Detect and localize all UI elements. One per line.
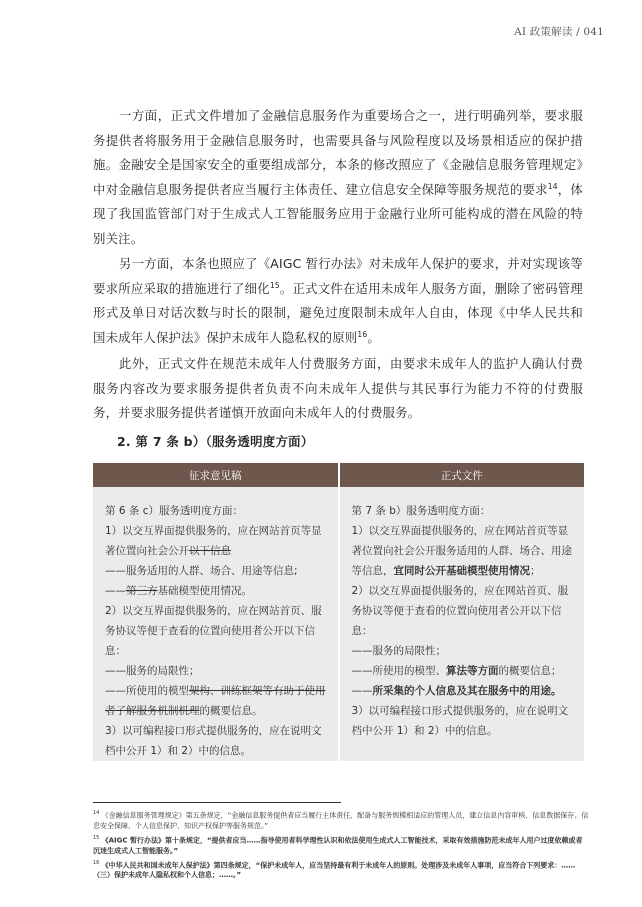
footnotes bbox=[93, 808, 589, 882]
running-header: AI 政策解读 / 041 bbox=[514, 26, 604, 38]
table-body bbox=[93, 487, 584, 761]
footnote-15 bbox=[93, 833, 589, 856]
cell-text: ——服务适用的人群、场合、用途等信息 bbox=[105, 565, 294, 577]
table-cell-line bbox=[105, 601, 328, 661]
cell-text: —— bbox=[351, 685, 373, 697]
table-cell-line bbox=[352, 581, 575, 641]
paragraph-text: 。 bbox=[367, 329, 380, 345]
footnote-number: 15 bbox=[93, 834, 100, 841]
deleted-text: 以下信息 bbox=[189, 545, 231, 557]
table-cell-line bbox=[352, 681, 575, 701]
deleted-text: 第三方 bbox=[126, 585, 158, 597]
cell-text: 2）以交互界面提供服务的，应在网站首页、服务协议等便于查看的位置向使用者公开以下信息： bbox=[351, 585, 569, 637]
footnote-number: 14 bbox=[93, 810, 100, 816]
cell-text: ——所使用的模型、 bbox=[351, 665, 446, 677]
table-cell-line bbox=[352, 661, 575, 681]
cell-text: 第 7 条 b）服务透明度方面： bbox=[351, 505, 491, 517]
added-text: 算法等方面 bbox=[446, 665, 499, 677]
header-final: 正式文件 bbox=[338, 463, 585, 487]
paragraph-text: 。正式文件在适用未成年人服务方面，删除了密码管理形式及单日对话次数与时长的限制，避免过度限制未成年人自由，体现《中华人民共和国未成年人保护法》保护未成年人隐私权的原则 bbox=[93, 280, 583, 345]
table-cell-line bbox=[105, 581, 328, 601]
paragraph-1 bbox=[93, 104, 583, 251]
section-heading: 2. 第 7 条 b）（服务透明度方面） bbox=[117, 434, 314, 449]
table-cell-line bbox=[352, 641, 575, 661]
footnote-text: 第十条规定，“提供者应当……指导使用者科学理性认识和依法使用生成式人工智能技术，采取有效措施防范未成年人用户过度依赖或者沉迷生成式人工智能服务。” bbox=[93, 836, 583, 855]
table-cell-line bbox=[352, 701, 575, 741]
footnote-text: 《金融信息服务管理规定》第五条规定，“金融信息服务提供者应当履行主体责任，配备与服务规模相适应的管理人员，建立信息内容审核、信息数据保存、信息安全保障、个人信息保护、知识产权保护等服务规范。” bbox=[93, 811, 589, 830]
added-text: 所采集的个人信息及其在服务中的用途。 bbox=[372, 685, 562, 697]
cell-text: 第 6 条 c）服务透明度方面： bbox=[105, 505, 243, 517]
paragraph-3 bbox=[93, 352, 583, 426]
footnote-label: 《中华人民共和国未成年人保护法》 bbox=[101, 860, 214, 869]
footnote-ref: 15 bbox=[269, 280, 280, 290]
header-draft: 征求意见稿 bbox=[93, 463, 338, 487]
footnote-divider bbox=[93, 802, 341, 803]
cell-text: ——所使用的模型 bbox=[105, 685, 189, 697]
table-cell-line bbox=[352, 521, 575, 581]
paragraph-2 bbox=[93, 252, 583, 350]
footnote-ref: 14 bbox=[547, 181, 558, 191]
paragraph-text: 另一方面，本条也照应了《AIGC 暂行办法》对未成年人保护的要求，并对实现该等要求所应采取的措施进行了细化 bbox=[93, 256, 583, 296]
cell-text: 基础模型使用情况。 bbox=[157, 585, 252, 597]
cell-text: 3）以可编程接口形式提供服务的，应在说明文档中公开 1）和 2）中的信息。 bbox=[351, 705, 569, 737]
footnote-label: 《AIGC 暂行办法》 bbox=[101, 836, 165, 845]
footnote-14 bbox=[93, 808, 589, 831]
cell-text: 1）以交互界面提供服务的，应在网站首页等显著位置向社会公开 bbox=[105, 525, 322, 557]
table-cell-line bbox=[105, 721, 328, 761]
cell-text: —— bbox=[105, 585, 126, 597]
table-cell-line bbox=[105, 521, 328, 561]
footnote-16 bbox=[93, 858, 589, 881]
cell-text: ; bbox=[294, 565, 298, 577]
footnote-ref: 16 bbox=[357, 329, 368, 339]
cell-text: 的概要信息。 bbox=[199, 705, 263, 717]
paragraph-text: 此外，正式文件在规范未成年人付费服务方面，由要求未成年人的监护人确认付费服务内容改为要求服务提供者负责不向未成年人提供与其民事行为能力不符的付费服务，并要求服务提供者谨慎开放面向未成年人的付费服务。 bbox=[93, 356, 583, 420]
table-cell-line bbox=[105, 681, 328, 721]
footnote-number: 16 bbox=[93, 859, 100, 866]
deleted-text: 架构、训练框架等有助于使用者了解服务机制机理 bbox=[105, 685, 326, 717]
cell-text: 2）以交互界面提供服务的，应在网站首页、服务协议等便于查看的位置向使用者公开以下信息： bbox=[105, 605, 322, 657]
draft-column bbox=[93, 487, 338, 761]
table-cell-line bbox=[352, 501, 575, 521]
cell-text: ； bbox=[530, 565, 541, 577]
table-cell-line bbox=[105, 661, 328, 681]
comparison-table bbox=[93, 463, 584, 761]
cell-text: 3）以可编程接口形式提供服务的，应在说明文档中公开 1）和 2）中的信息。 bbox=[105, 725, 322, 757]
paragraph-text: ，体现了我国监管部门对于生成式人工智能服务应用于金融行业所可能构成的潜在风险的特别关注。 bbox=[93, 181, 583, 246]
cell-text: ——服务的局限性； bbox=[105, 665, 200, 677]
cell-text: ——服务的局限性； bbox=[351, 645, 446, 657]
added-text: 宜同时公开基础模型使用情况 bbox=[393, 565, 530, 577]
paragraph-text: 一方面，正式文件增加了金融信息服务作为重要场合之一，进行明确列举，要求服务提供者将服务用于金融信息服务时，也需要具备与风险程度以及场景相适应的保护措施。金融安全是国家安全的重要组成部分，本条的修改照应了《金融信息服务管理规定》中对金融信息服务提供者应当履行主体责任、建立信息安全保障等服务规范的要求 bbox=[93, 108, 583, 197]
table-cell-line bbox=[105, 561, 328, 581]
table-header-row bbox=[93, 463, 584, 487]
cell-text: 的概要信息； bbox=[498, 665, 562, 677]
cell-text: 1）以交互界面提供服务的，应在网站首页等显著位置向社会公开服务适用的人群、场合、用途等信息， bbox=[351, 525, 572, 577]
footnote-text: 第四条规定，“保护未成年人，应当坚持最有利于未成年人的原则。处理涉及未成年人事项，应当符合下列要求：……（三）保护未成年人隐私权和个人信息；……。” bbox=[93, 860, 576, 880]
table-cell-line bbox=[105, 501, 328, 521]
final-column bbox=[338, 487, 585, 761]
